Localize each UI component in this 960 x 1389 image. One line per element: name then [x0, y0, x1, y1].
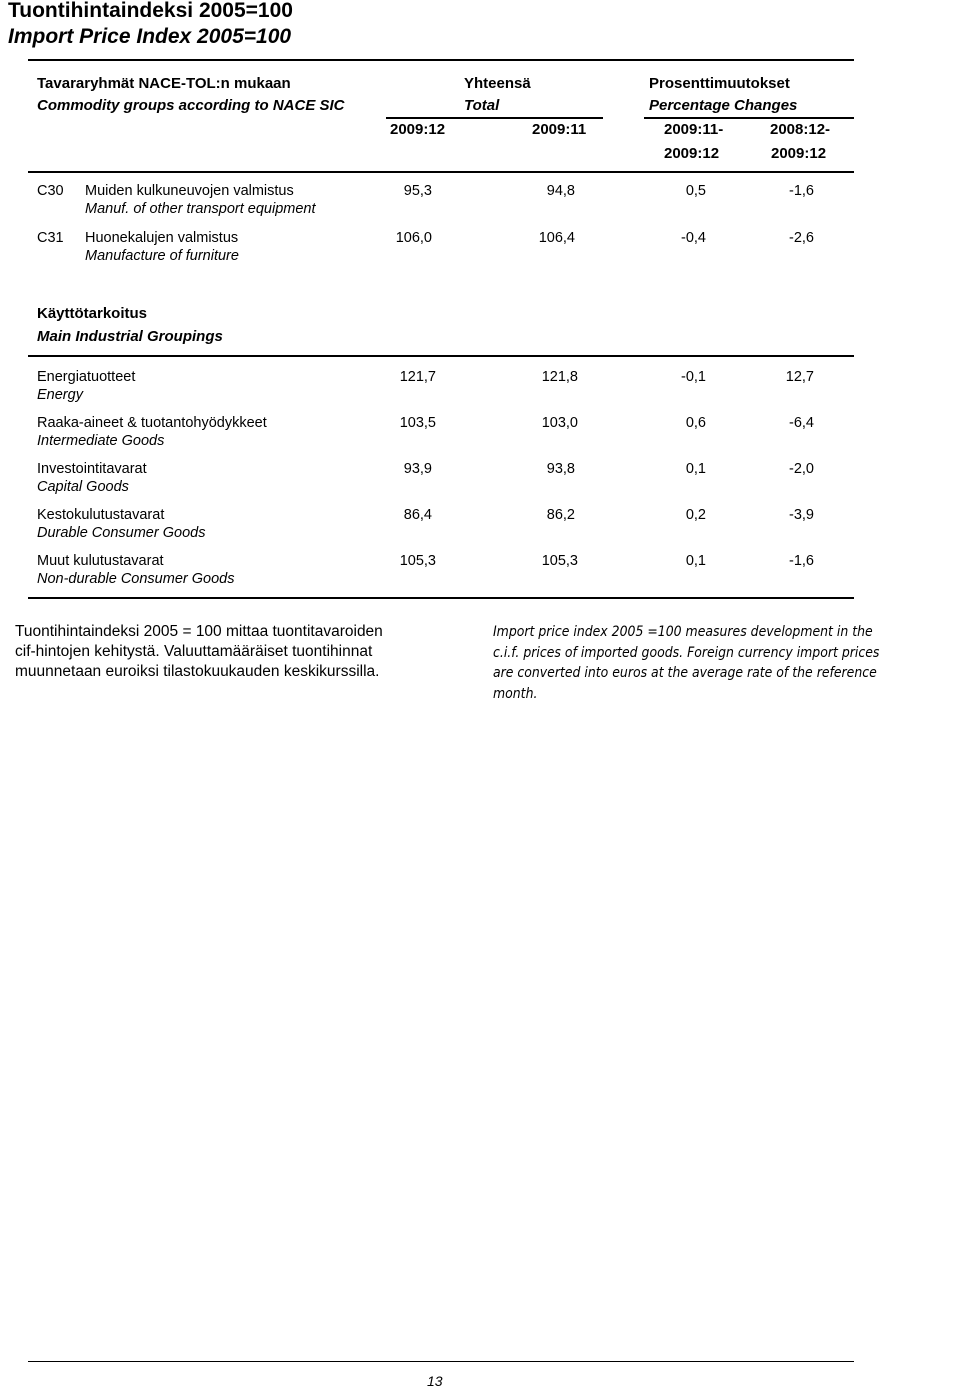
value-monthly-change: 0,1: [685, 553, 706, 569]
col-header-annual-a: 2008:12-: [770, 121, 831, 138]
total-header-en: Total: [464, 97, 500, 114]
groupings-header-rule: [28, 355, 854, 357]
value-annual-change: -1,6: [789, 553, 814, 569]
value-monthly-change: 0,1: [685, 461, 706, 477]
value-2009-11: 93,8: [546, 461, 575, 477]
note-en-line: Import price index 2005 =100 measures development in the: [493, 624, 873, 640]
groups-header-fi: Tavararyhmät NACE-TOL:n mukaan: [37, 75, 291, 92]
pct-header-fi: Prosenttimuutokset: [649, 75, 790, 92]
value-2009-12: 95,3: [403, 183, 432, 199]
col-header-2009-12: 2009:12: [390, 121, 446, 138]
value-2009-12: 103,5: [399, 415, 436, 431]
groupings-header-en: Main Industrial Groupings: [37, 328, 223, 345]
value-2009-11: 121,8: [541, 369, 578, 385]
col-header-annual-b: 2009:12: [771, 145, 827, 162]
value-monthly-change: 0,6: [685, 415, 706, 431]
table-bottom-rule: [28, 597, 854, 599]
note-fi-line: Tuontihintaindeksi 2005 = 100 mittaa tuontitavaroiden: [15, 623, 383, 640]
page-number: 13: [427, 1373, 443, 1389]
row-label-en: Manufacture of furniture: [85, 248, 239, 264]
note-fi-line: muunnetaan euroiksi tilastokuukauden keskikurssilla.: [15, 663, 380, 680]
note-fi-line: cif-hintojen kehitystä. Valuuttamääräiset tuontihinnat: [15, 643, 373, 660]
footer-rule: [28, 1361, 854, 1362]
groups-header-en: Commodity groups according to NACE SIC: [37, 97, 345, 114]
total-header-rule: [386, 117, 603, 119]
total-header-fi: Yhteensä: [464, 75, 531, 92]
row-label-en: Capital Goods: [37, 479, 129, 495]
value-2009-11: 106,4: [538, 230, 575, 246]
value-annual-change: -2,6: [789, 230, 814, 246]
row-label-fi: Investointitavarat: [37, 461, 147, 477]
col-header-monthly-b: 2009:12: [664, 145, 720, 162]
value-2009-12: 105,3: [399, 553, 436, 569]
row-label-fi: Muiden kulkuneuvojen valmistus: [85, 183, 294, 199]
row-label-fi: Raaka-aineet & tuotantohyödykkeet: [37, 415, 267, 431]
value-2009-12: 106,0: [395, 230, 432, 246]
value-monthly-change: 0,5: [685, 183, 706, 199]
row-label-fi: Muut kulutustavarat: [37, 553, 164, 569]
row-code: C30: [37, 183, 64, 199]
value-monthly-change: -0,1: [681, 369, 706, 385]
note-en-line: c.i.f. prices of imported goods. Foreign currency import prices: [493, 644, 880, 661]
pct-header-rule: [644, 117, 854, 119]
note-en: [493, 622, 879, 704]
row-label-fi: Energiatuotteet: [37, 369, 136, 385]
col-header-2009-11: 2009:11: [532, 121, 587, 138]
row-code: C31: [37, 230, 64, 246]
row-label-en: Energy: [37, 387, 83, 403]
row-label-en: Manuf. of other transport equipment: [85, 201, 316, 217]
value-2009-12: 121,7: [399, 369, 436, 385]
page-title-en: Import Price Index 2005=100: [8, 25, 292, 48]
value-annual-change: -6,4: [789, 415, 814, 431]
col-header-monthly-a: 2009:11-: [664, 121, 724, 138]
value-annual-change: -1,6: [789, 183, 814, 199]
row-label-fi: Kestokulutustavarat: [37, 507, 165, 523]
header-bottom-rule: [28, 171, 854, 173]
value-2009-11: 94,8: [546, 183, 575, 199]
note-en-line: month.: [493, 685, 538, 702]
page-title: Tuontihintaindeksi 2005=100: [8, 0, 293, 22]
value-annual-change: 12,7: [785, 369, 814, 385]
note-en-line: are converted into euros at the average rate of the reference: [493, 665, 877, 681]
value-annual-change: -3,9: [789, 507, 814, 523]
groupings-header-fi: Käyttötarkoitus: [37, 305, 148, 322]
value-monthly-change: 0,2: [685, 507, 706, 523]
row-label-fi: Huonekalujen valmistus: [85, 230, 239, 246]
value-2009-12: 86,4: [403, 507, 432, 523]
top-rule: [28, 59, 854, 61]
row-label-en: Non-durable Consumer Goods: [37, 571, 235, 587]
value-2009-11: 103,0: [541, 415, 578, 431]
row-label-en: Intermediate Goods: [37, 433, 165, 449]
value-2009-12: 93,9: [403, 461, 432, 477]
value-2009-11: 86,2: [546, 507, 575, 523]
row-label-en: Durable Consumer Goods: [37, 525, 206, 541]
value-annual-change: -2,0: [789, 461, 814, 477]
pct-header-en: Percentage Changes: [649, 97, 798, 114]
note-fi: [15, 622, 383, 682]
value-2009-11: 105,3: [541, 553, 578, 569]
value-monthly-change: -0,4: [681, 230, 706, 246]
